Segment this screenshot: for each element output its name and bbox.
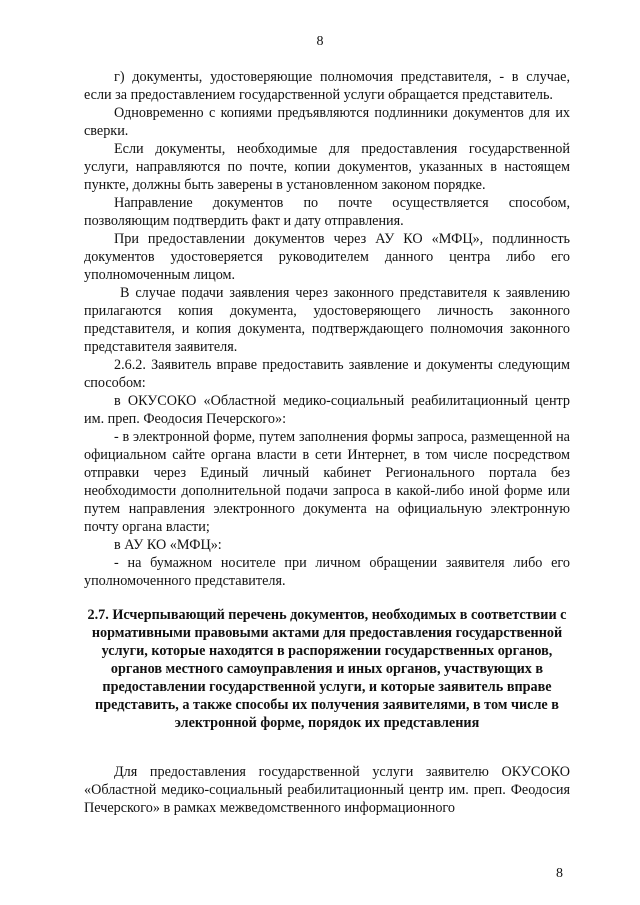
paragraph-paper-form: - на бумажном носителе при личном обращении заявителя либо его уполномоченного представителя. (84, 555, 570, 589)
paragraph-postal-method: Направление документов по почте осуществляется способом, позволяющим подтвердить факт и дату отправления. (84, 195, 570, 229)
paragraph-representative-docs: г) документы, удостоверяющие полномочия представителя, - в случае, если за предоставлением государственной услуги обращается представитель. (84, 69, 570, 103)
paragraph-legal-representative: В случае подачи заявления через законного представителя к заявлению прилагаются копия документа, удостоверяющего личность законного представителя, и копия документа, подтверждающего полномочия законного представителя заявителя. (84, 285, 570, 355)
paragraph-2-6-2: 2.6.2. Заявитель вправе предоставить заявление и документы следующим способом: (84, 357, 570, 391)
paragraph-interagency: Для предоставления государственной услуги заявителю ОКУСОКО «Областной медико-социальный реабилитационный центр им. преп. Феодосия Печерского» в рамках межведомственного информационного (84, 764, 570, 816)
after-heading-text (84, 763, 570, 817)
paragraph-originals: Одновременно с копиями предъявляются подлинники документов для их сверки. (84, 105, 570, 139)
paragraph-postal-copies: Если документы, необходимые для предоставления государственной услуги, направляются по почте, копии документов, указанных в настоящем пункте, должны быть заверены в установленном законом порядке. (84, 141, 570, 193)
body-text (84, 68, 570, 590)
paragraph-mfc-authenticity: При предоставлении документов через АУ КО «МФЦ», подлинность документов удостоверяется руководителем данного центра либо его уполномоченным лицом. (84, 231, 570, 283)
paragraph-electronic-form: - в электронной форме, путем заполнения формы запроса, размещенной на официальном сайте органа власти в сети Интернет, в том числе посредством отправки через Единый личный кабинет Регионального портала без необходимости дополнительной подачи запроса в какой-либо иной форме или путем направления электронного документа на официальную электронную почту органа власти; (84, 429, 570, 535)
page-number-top: 8 (316, 34, 324, 49)
page-number-bottom: 8 (556, 866, 563, 881)
paragraph-mfc: в АУ КО «МФЦ»: (114, 537, 222, 553)
paragraph-okusoko: в ОКУСОКО «Областной медико-социальный реабилитационный центр им. преп. Феодосия Печерского»: (84, 393, 570, 427)
section-heading-2-7: 2.7. Исчерпывающий перечень документов, необходимых в соответствии с нормативными правовыми актами для предоставления государственной услуги, которые находятся в распоряжении государственных органов, органов местного самоуправления и иных органов, участвующих в предоставлении государственной услуги, и которые заявитель вправе представить, а также способы их получения заявителями, в том числе в электронной форме, порядок их представления (87, 607, 567, 731)
